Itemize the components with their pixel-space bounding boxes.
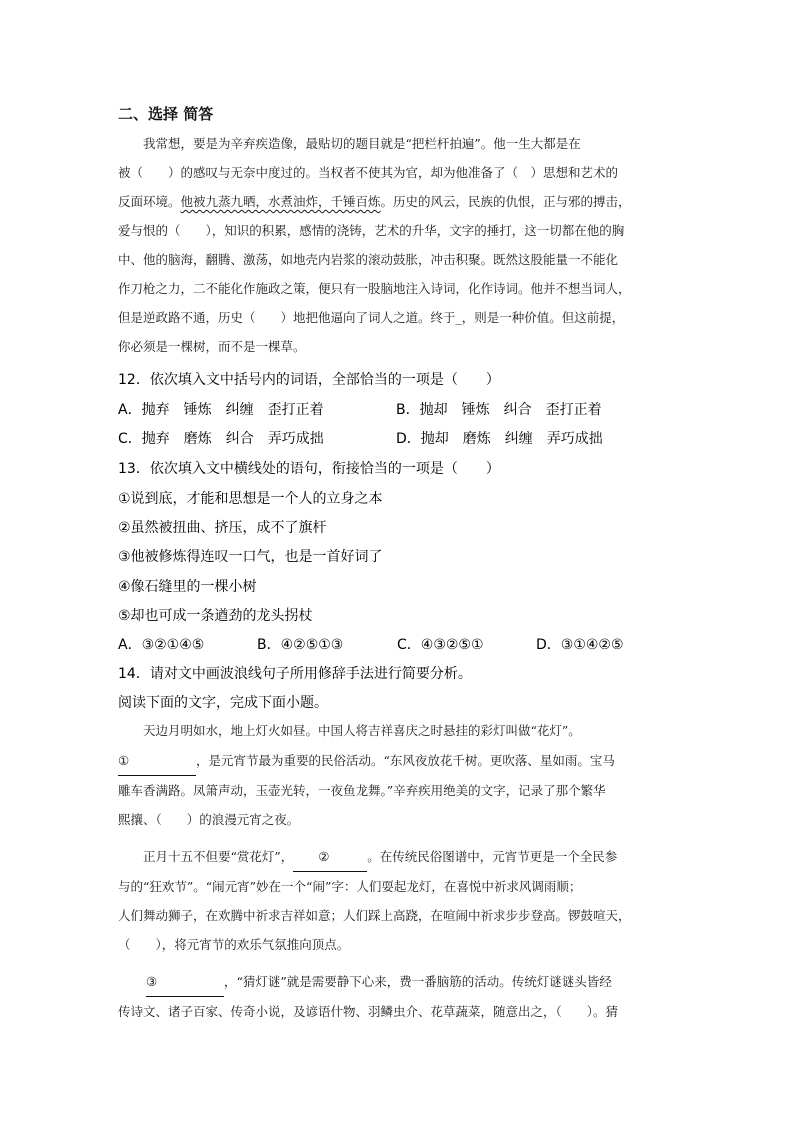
q13-option-a[interactable]: A．③②①④⑤: [118, 637, 205, 653]
passage-1: [118, 129, 678, 361]
passage-2-line: [118, 746, 678, 776]
passage-2-line: 传诗文、诸子百家、传奇小说，及谚语什物、羽鳞虫介、花草蔬菜，随意出之，（ ）。猜: [118, 1004, 619, 1019]
passage-1-line: 中、他的脑海，翻腾、激荡，如地壳内岩浆的滚动鼓胀，冲击积聚。既然这股能量一不能化: [118, 252, 619, 267]
q13-option-d[interactable]: D．③①④②⑤: [536, 637, 624, 653]
passage-2-line: [118, 842, 678, 872]
passage-2-line: 熙攘、（ ）的浪漫元宵之夜。: [118, 812, 300, 827]
passage-1-line: 作刀枪之力，二不能化作施政之策，便只有一股脑地注入诗词，化作诗词。他并不想当词人，: [118, 281, 631, 296]
passage-1-line: 但是逆政路不通，历史（ ）地把他逼向了词人之道。终于_，则是一种价值。但这前提，: [118, 310, 625, 325]
passage-1-line: 你必须是一棵树，而不是一棵草。: [118, 339, 306, 354]
passage-1-line: [118, 187, 678, 216]
q12-option-a[interactable]: A．抛弃 锤炼 纠缠 歪打正着: [118, 402, 324, 418]
passage-2: [118, 716, 678, 1026]
q13-item: ⑤却也可成一条遒劲的龙头拐杖: [118, 608, 313, 624]
question-13-stem: 13．依次填入文中横线处的语句，衔接恰当的一项是（ ）: [118, 461, 500, 477]
passage-2-text: 。在传统民俗图谱中，元宵节更是一个全民参: [367, 849, 618, 864]
q13-option-c[interactable]: C．④③②⑤①: [397, 637, 484, 653]
reading-intro: 阅读下面的文字，完成下面小题。: [118, 695, 328, 711]
passage-2-line: 天边月明如水，地上灯火如昼。中国人将吉祥喜庆之时悬挂的彩灯叫做“花灯”。: [143, 723, 581, 738]
passage-1-line: 我常想，要是为辛弃疾造像，最贴切的题目就是“把栏杆拍遍”。他一生大都是在: [143, 136, 581, 151]
q13-item: ②虽然被扭曲、挤压，成不了旗杆: [118, 520, 327, 536]
passage-2-text: ，是元宵节最为重要的民俗活动。“东风夜放花千树。更吹落、星如雨。宝马: [196, 753, 615, 768]
passage-2-line: [118, 967, 678, 997]
q12-option-b[interactable]: B．抛却 锤炼 纠合 歪打正着: [396, 402, 602, 418]
q13-item: ③他被修炼得连叹一口气，也是一首好词了: [118, 549, 383, 565]
passage-2-line: 人们舞动狮子，在欢腾中祈求吉祥如意；人们踩上高跷，在喧闹中祈求步步登高。锣鼓喧天，: [118, 908, 631, 923]
passage-2-line: （ ），将元宵节的欢乐气氛推向顶点。: [118, 937, 350, 952]
q13-item: ①说到底，才能和思想是一个人的立身之本: [118, 491, 383, 507]
passage-2-line: 雕车香满路。凤箫声动，玉壶光转，一夜鱼龙舞。”辛弃疾用绝美的文字，记录了那个繁华: [118, 783, 606, 798]
blank-1[interactable]: ①: [118, 746, 196, 776]
question-14-stem: 14．请对文中画波浪线句子所用修辞手法进行简要分析。: [118, 666, 472, 682]
blank-3[interactable]: ③: [146, 967, 224, 997]
q13-item: ④像石缝里的一棵小树: [118, 579, 257, 595]
blank-2[interactable]: ②: [293, 842, 367, 872]
q12-option-c[interactable]: C．抛弃 磨炼 纠合 弄巧成拙: [118, 431, 324, 447]
question-12-stem: 12．依次填入文中括号内的词语，全部恰当的一项是（ ）: [118, 372, 500, 388]
passage-2-text: 正月十五不但要“赏花灯”，: [143, 849, 294, 864]
q12-option-d[interactable]: D．抛却 磨炼 纠缠 弄巧成拙: [396, 431, 603, 447]
passage-1-text: 。历史的风云，民族的仇恨，正与邪的搏击，: [380, 194, 631, 209]
passage-1-line: 爱与恨的（ ），知识的积累，感情的浇铸，艺术的升华，文字的捶打，这一切都在他的胸: [118, 223, 625, 238]
passage-1-line: 被（ ）的感叹与无奈中度过的。当权者不使其为官，却为他准备了（ ）思想和艺术的: [118, 165, 619, 180]
q13-option-b[interactable]: B．④②⑤①③: [257, 637, 344, 653]
section-title: 二、选择 简答: [118, 105, 214, 123]
passage-2-text: ，“猜灯谜”就是需要静下心来，费一番脑筋的活动。传统灯谜谜头皆经: [224, 974, 612, 989]
wavy-underlined-sentence: 他被九蒸九晒，水煮油炸，千锤百炼: [180, 194, 381, 209]
passage-1-text: 反面环境。: [118, 194, 181, 209]
passage-2-line: 与的“狂欢节”。“闹元宵”妙在一个“闹”字：人们耍起龙灯，在喜悦中祈求风调雨顺；: [118, 879, 582, 894]
